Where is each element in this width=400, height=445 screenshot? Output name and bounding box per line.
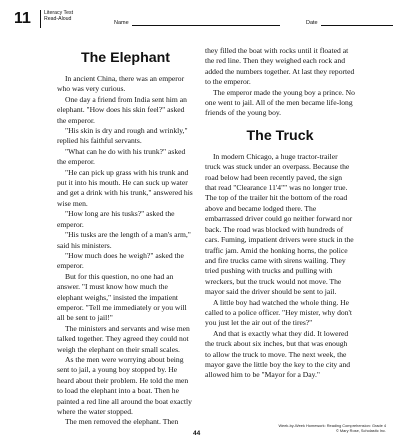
date-label: Date [306, 20, 318, 26]
week-number: 11 [14, 10, 31, 27]
truck-title: The Truck [246, 127, 314, 144]
elephant-paragraph: In ancient China, there was an emperor who was very curious. [57, 74, 185, 94]
elephant-paragraph: "His tusks are the length of a man's arm," said his ministers. [57, 230, 191, 250]
header-label-line1: Literacy Test [44, 10, 74, 16]
footer-page-number: 44 [193, 430, 201, 437]
truck-paragraph: A little boy had watched the whole thing. He called to a police officer. "Hey mister, why don't you just let the air out of the tires?" [205, 297, 352, 328]
header-label [40, 10, 73, 28]
elephant-paragraph: The ministers and servants and wise men talked together. They agreed they could not weigh the elephant on their small scales. [57, 323, 190, 354]
truck-paragraph: And that is exactly what they did. It lowered the truck about six inches, but that was enough to allow the truck to move. The next week, the mayor gave the little boy the key to the city and allowed him to be "Mayor for a Day." [205, 328, 351, 380]
name-field[interactable] [114, 19, 280, 26]
elephant-continuation: The emperor made the young boy a prince. No one went to jail. All of the men became life-long friends of the young boy. [205, 87, 355, 118]
elephant-title: The Elephant [80, 50, 171, 66]
name-label: Name [114, 20, 129, 26]
elephant-paragraph: As the men were worrying about being sent to jail, a young boy stopped by. He heard about their problem. He told the men to load the elephant into a boat. Then he painted a red line all around the boat exactly where the water stopped. [57, 354, 192, 416]
name-line[interactable] [132, 19, 280, 26]
date-line[interactable] [321, 19, 393, 26]
header-label-line2: Read-Aloud [44, 16, 72, 22]
date-field[interactable] [306, 19, 393, 26]
right-column [205, 46, 355, 381]
elephant-paragraph: "His skin is dry and rough and wrinkly," replied his faithful servants. [57, 126, 188, 146]
footer-credit-line1: Week-by-Week Homework: Reading Comprehension: Grade 4 [278, 423, 386, 428]
footer-credit-line2: © Mary Rose, Scholastic Inc. [335, 428, 386, 433]
elephant-paragraph: "How long are his tusks?" asked the emperor. [57, 209, 175, 229]
elephant-paragraph: "How much does he weigh?" asked the emperor. [57, 250, 184, 271]
elephant-paragraph: One day a friend from India sent him an elephant. "How does his skin feel?" asked the emperor. [57, 94, 187, 125]
truck-paragraph: In modern Chicago, a huge tractor-trailer truck was stuck under an overpass. Because the road below had been recently paved, the sign that read "Clearance 11'4"" was no longer true. The top of the trailer hit the bottom of the road above and became lodged there. The embarrassed driver could go neither forward nor back. The road was blocked with hundreds of cars. Fuming, impatient drivers were stuck in the traffic jam. Amid the honking horns, the police and fire trucks came with sirens wailing. They tried pushing with trucks and pulling with wreckers, but the truck would not move. The mayor said the driver should be sent to jail. [205, 151, 354, 297]
page-header [14, 10, 386, 32]
elephant-paragraph: The men removed the elephant. Then [65, 417, 179, 427]
footer-credit [258, 423, 386, 433]
left-column [57, 44, 194, 428]
elephant-continuation: they filled the boat with rocks until it floated at the red line. Then they weighed each rock and added the numbers together. At last they reported to the emperor. [205, 46, 355, 87]
elephant-paragraph: But for this question, no one had an answer. "I must know how much the elephant weighs," insisted the impatient emperor. "Tell me immediately or you will all be sent to jail!" [57, 271, 187, 323]
elephant-paragraph: "What can he do with his trunk?" asked the emperor. [57, 146, 186, 167]
elephant-paragraph: "He can pick up grass with his trunk and put it into his mouth. He can suck up water and get a drink with his trunk," answered his wise men. [57, 167, 193, 208]
